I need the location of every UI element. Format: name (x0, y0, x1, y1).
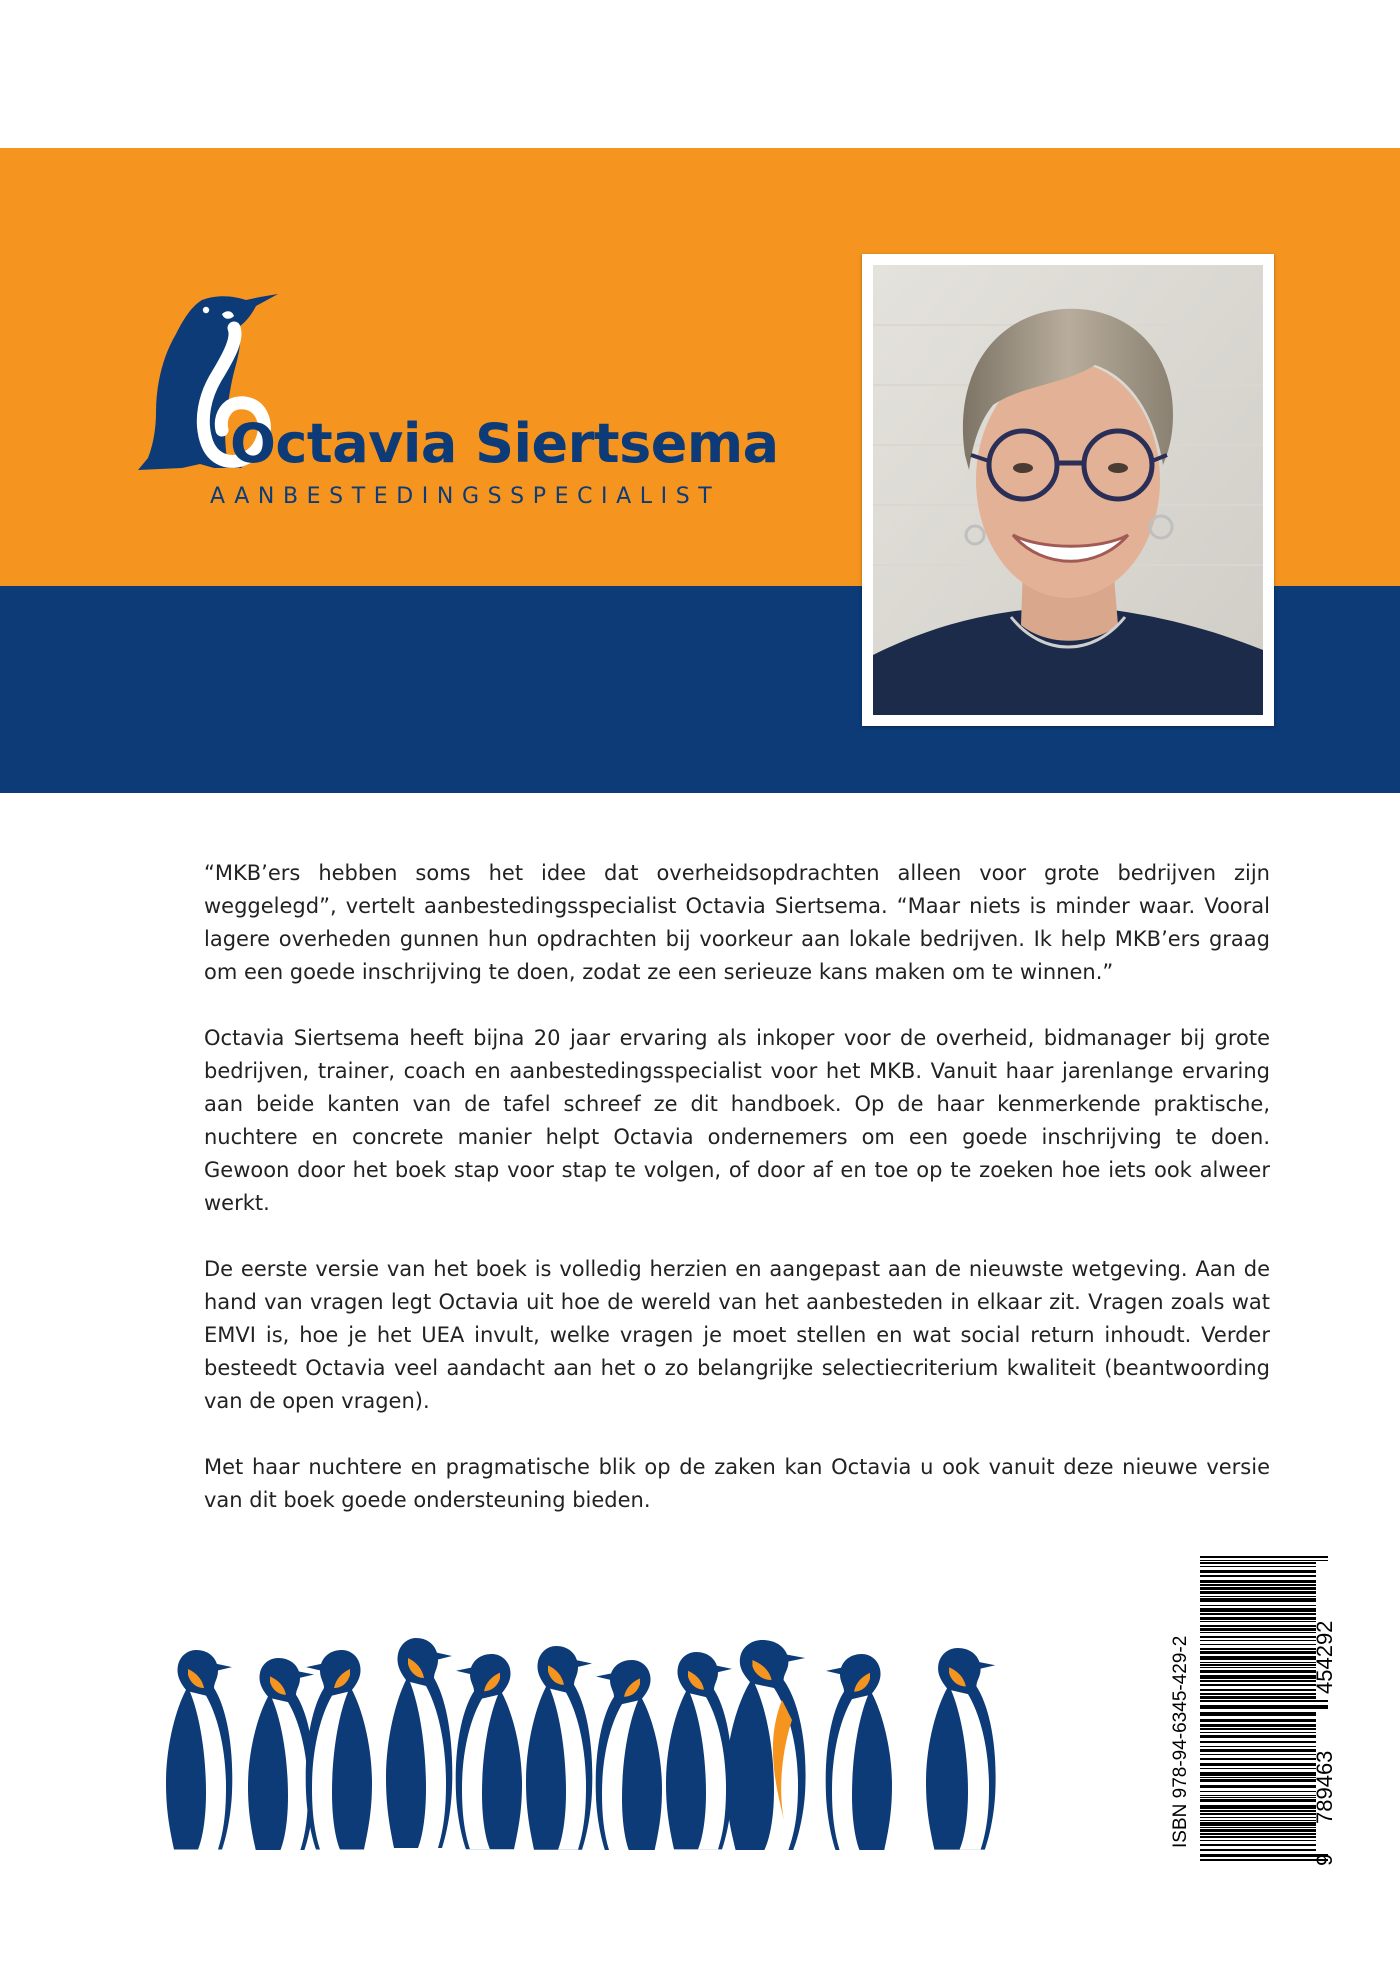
barcode-bar (1200, 1580, 1316, 1583)
barcode-bar (1200, 1732, 1316, 1733)
barcode-bar (1200, 1833, 1316, 1835)
barcode-bar (1200, 1813, 1316, 1815)
barcode-bar (1200, 1772, 1316, 1776)
barcode-bar (1200, 1859, 1328, 1861)
barcode-bar (1200, 1621, 1316, 1622)
barcode-bar (1200, 1667, 1316, 1668)
barcode-bar (1200, 1662, 1316, 1663)
barcode-bar (1200, 1636, 1316, 1638)
barcode-bar (1200, 1749, 1316, 1752)
barcode-bar (1200, 1566, 1316, 1567)
paragraph: Octavia Siertsema heeft bijna 20 jaar ervaring als inkoper voor de overheid, bidmanager bij grote bedrijven, trainer, coach en aanbestedingsspecialist voor het MKB. Vanuit haar jarenlange ervaring aan beide kanten van de tafel schreef ze dit handboek. Op de haar kenmerkende praktische, nuchtere en concrete manier helpt Octavia ondernemers om een goede inschrijving te doen. Gewoon door het boek stap voor stap te volgen, of door af en toe op te zoeken hoe iets ook alweer werkt. (204, 1026, 1270, 1215)
barcode-bar (1200, 1712, 1316, 1716)
barcode-digits-right: 454292 (1312, 1620, 1337, 1694)
barcode-bar (1200, 1613, 1316, 1615)
barcode-bar (1200, 1617, 1316, 1620)
barcode-bar (1200, 1758, 1316, 1760)
barcode-bar (1200, 1628, 1316, 1631)
barcode-bar (1200, 1777, 1316, 1778)
barcode-bar (1200, 1608, 1316, 1612)
barcode-bar (1200, 1591, 1316, 1594)
barcode-bar (1200, 1651, 1316, 1654)
barcode-bar (1200, 1700, 1328, 1702)
portrait-photo (873, 265, 1263, 715)
barcode-bar (1200, 1684, 1316, 1686)
barcode-bar (1200, 1693, 1316, 1695)
brand-tagline: AANBESTEDINGSSPECIALIST (210, 484, 721, 509)
brand-name: Octavia Siertsema (230, 412, 779, 475)
barcode-bar (1200, 1822, 1316, 1826)
barcode-bar (1200, 1575, 1316, 1577)
barcode-bar (1200, 1741, 1316, 1743)
barcode-bar (1200, 1719, 1316, 1722)
back-cover-text (204, 857, 1270, 1550)
barcode-bar (1200, 1805, 1316, 1809)
barcode-bar (1200, 1705, 1328, 1709)
barcode-bar (1200, 1680, 1316, 1682)
barcode-bar (1200, 1696, 1316, 1699)
barcode-bar (1200, 1648, 1316, 1650)
author-photo-frame (862, 254, 1274, 726)
barcode-bar (1200, 1587, 1316, 1590)
barcode-bar (1200, 1779, 1316, 1782)
barcode-bar (1200, 1675, 1316, 1679)
barcode-bar (1200, 1799, 1316, 1802)
barcode-bar (1200, 1754, 1316, 1755)
barcode-bar (1200, 1785, 1316, 1788)
barcode-bar (1200, 1768, 1316, 1769)
penguin-row-illustration (166, 1630, 1086, 1850)
barcode-bar (1200, 1817, 1316, 1818)
barcode-bar (1200, 1810, 1316, 1812)
barcode-digits-mid: 789463 (1312, 1750, 1337, 1824)
barcode-bar (1200, 1598, 1316, 1602)
brand-logo (130, 292, 810, 522)
barcode-bar (1200, 1670, 1316, 1673)
barcode-bar (1200, 1836, 1316, 1838)
barcode-bar (1200, 1724, 1316, 1727)
barcode-bar (1200, 1556, 1328, 1558)
barcode-bar (1200, 1689, 1316, 1691)
barcode-digit-first: 9 (1312, 1853, 1337, 1866)
barcode-bar (1200, 1664, 1316, 1666)
barcode-bar (1200, 1656, 1316, 1660)
barcode-bar (1200, 1562, 1316, 1564)
barcode-bar (1200, 1763, 1316, 1766)
barcode-bar (1200, 1596, 1316, 1597)
paragraph: “MKB’ers hebben soms het idee dat overheidsopdrachten alleen voor grote bedrijven zijn weggelegd”, vertelt aanbestedingsspecialist Octavia Siertsema. “Maar niets is minder waar. Vooral lagere overheden gunnen hun opdrachten bij voorkeur aan lokale bedrijven. Ik help MKB’ers graag om een goede inschrijving te doen, zodat ze een serieuze kans maken om te winnen.” (204, 861, 1270, 984)
barcode-bar (1200, 1584, 1316, 1586)
barcode-bar (1200, 1795, 1316, 1796)
barcode-bar (1200, 1827, 1316, 1828)
barcode-bar (1200, 1849, 1316, 1851)
barcode-bar (1200, 1746, 1316, 1747)
barcode-bar (1200, 1797, 1316, 1798)
barcode-bar (1200, 1625, 1316, 1627)
paragraph: Met haar nuchtere en pragmatische blik op de zaken kan Octavia u ook vanuit deze nieuwe versie van dit boek goede ondersteuning bieden. (204, 1455, 1270, 1512)
penguin-group (166, 1638, 996, 1850)
barcode-bar (1200, 1844, 1316, 1846)
barcode-bar (1200, 1840, 1316, 1841)
barcode-bar (1200, 1640, 1316, 1641)
barcode-bar (1200, 1820, 1316, 1821)
isbn-text: ISBN 978-94-6345-429-2 (1170, 1635, 1191, 1848)
barcode-bar (1200, 1632, 1316, 1633)
barcode-bar (1200, 1728, 1316, 1730)
barcode-bar (1200, 1854, 1328, 1857)
barcode-bar (1200, 1644, 1316, 1645)
barcode-bar (1200, 1560, 1328, 1561)
isbn-barcode (1166, 1548, 1350, 1868)
barcode-bar (1200, 1570, 1316, 1573)
barcode-bar (1200, 1829, 1316, 1832)
barcode-bar (1200, 1605, 1316, 1606)
barcode-bar (1200, 1791, 1316, 1792)
barcode-bar (1200, 1735, 1316, 1738)
paragraph: De eerste versie van het boek is volledig herzien en aangepast aan de nieuwste wetgeving. Aan de hand van vragen legt Octavia uit hoe de wereld van het aanbesteden in elkaar zit. Vragen zoals wat EMVI is, hoe je het UEA invult, welke vragen je moet stellen en wat social return inhoudt. Verder besteedt Octavia veel aandacht aan het o zo belangrijke selectiecriterium kwaliteit (beantwoording van de open vragen). (204, 1257, 1270, 1413)
